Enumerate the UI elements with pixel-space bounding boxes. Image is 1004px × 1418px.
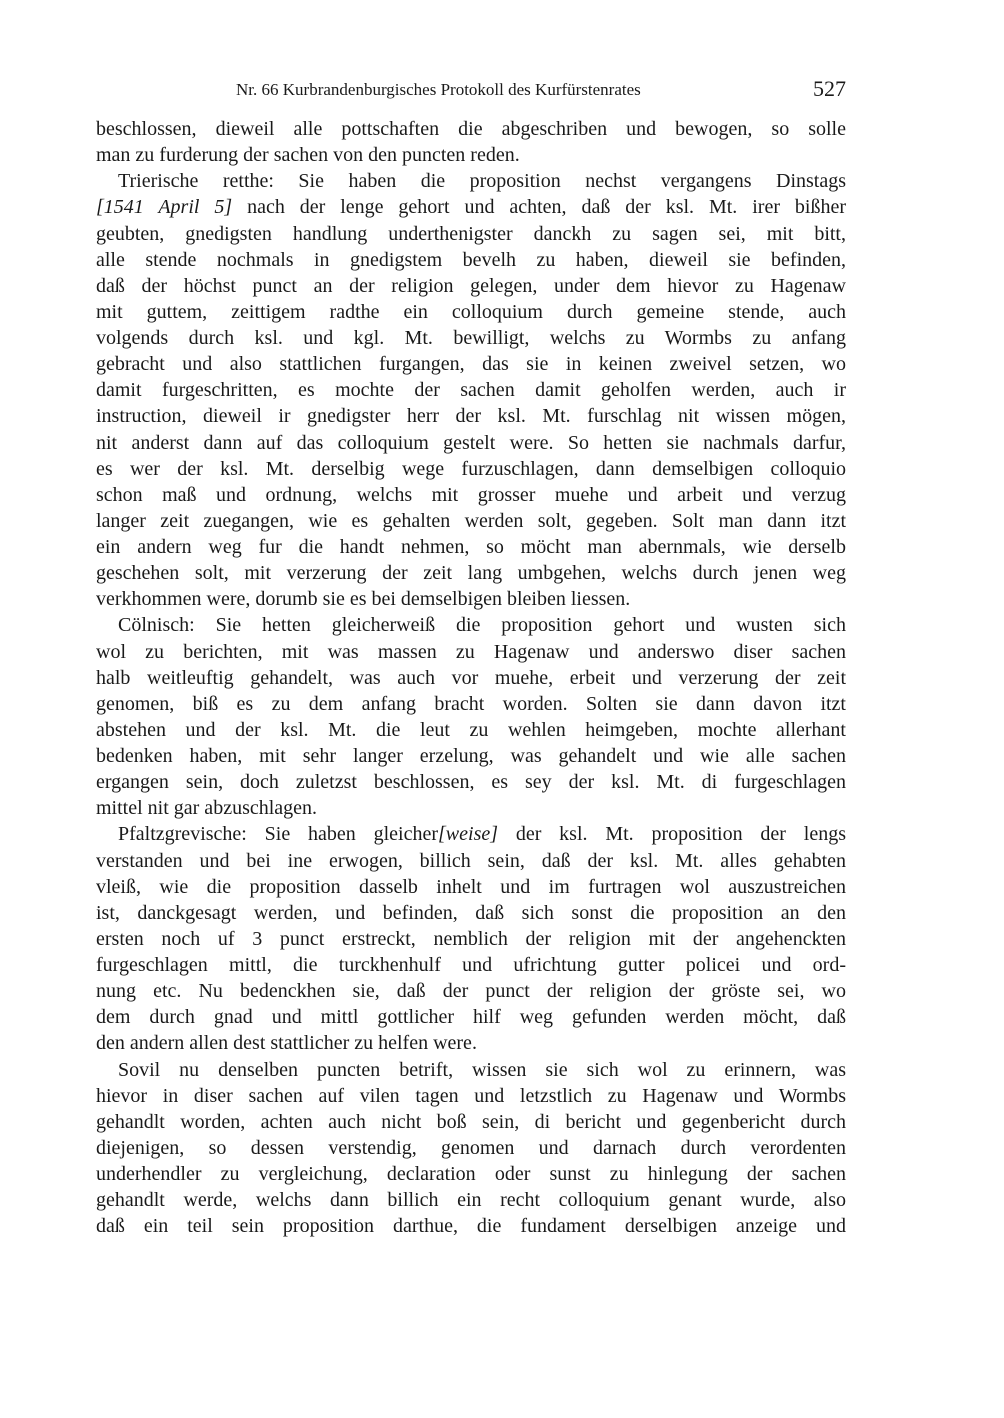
text-line <box>96 769 846 795</box>
text-line <box>96 821 846 847</box>
text-segment: vleiß, wie die proposition dasselb inhelt und im furtragen wol auszustreichen <box>96 875 846 898</box>
text-line <box>96 482 846 508</box>
text-segment: mit guttem, zeittigem radthe ein colloquium durch gemeine stende, auch <box>96 300 846 323</box>
paragraph <box>96 1057 846 1240</box>
text-segment: man zu furderung der sachen von den puncten reden. <box>96 144 520 167</box>
body-text <box>96 116 846 1239</box>
text-line <box>96 273 846 299</box>
text-line <box>96 1161 846 1187</box>
text-segment: schon maß und ordnung, welchs mit grosser muehe und arbeit und verzug <box>96 483 846 506</box>
text-segment: furgeschlagen mittl, die turckhenhulf und ufrichtung gutter policei und ord- <box>96 954 846 976</box>
text-segment: nit anderst dann auf das colloquium gestelt were. So hetten sie nachmals darfur, <box>96 431 846 454</box>
paragraph <box>96 612 846 821</box>
text-line <box>96 1004 846 1030</box>
text-segment: gehandlt werde, welchs dann billich ein recht colloquium genant wurde, also <box>96 1189 846 1212</box>
text-line <box>96 978 846 1004</box>
editorial-insertion: [weise] <box>438 823 499 846</box>
text-line <box>96 194 846 220</box>
text-segment: daß ein teil sein proposition darthue, die fundament derselbigen anzeige und <box>96 1215 846 1238</box>
text-segment: abstehen und der ksl. Mt. die leut zu wehlen heimgeben, mochte allerhant <box>96 718 846 741</box>
text-segment: bedenken haben, mit sehr langer erzelung, was gehandelt und wie alle sachen <box>96 745 846 767</box>
text-line <box>96 874 846 900</box>
text-segment: nung etc. Nu bedenckhen sie, daß der punct der religion der gröste sei, wo <box>96 980 846 1003</box>
text-segment: Sovil nu denselben puncten betrift, wissen sie sich wol zu erinnern, was <box>118 1058 846 1081</box>
text-line <box>96 1213 846 1239</box>
text-segment: geubten, gnedigsten handlung underthenigster danckh zu sagen sei, mit bitt, <box>96 222 846 245</box>
text-line <box>96 560 846 586</box>
text-line <box>96 403 846 429</box>
text-line <box>96 351 846 377</box>
text-segment: den andern allen dest stattlicher zu helfen were. <box>96 1032 477 1055</box>
editorial-insertion: [1541 April 5] <box>96 196 233 219</box>
text-segment: volgends durch ksl. und kgl. Mt. bewilligt, welchs zu Wormbs zu anfang <box>96 327 846 349</box>
text-segment: hievor in diser sachen auf vilen tagen und letzstlich zu Hagenaw und Wormbs <box>96 1084 846 1107</box>
text-segment: gehandlt worden, achten auch nicht boß sein, di bericht und gegenbericht durch <box>96 1110 846 1133</box>
text-segment: langer zeit zuegangen, wie es gehalten werden solt, gegeben. Solt man dann itzt <box>96 509 846 532</box>
text-segment: es wer der ksl. Mt. derselbig wege furzuschlagen, dann demselbigen colloquio <box>96 457 846 480</box>
text-line <box>96 168 846 194</box>
text-line <box>96 1083 846 1109</box>
page-number: 527 <box>813 76 846 101</box>
text-line <box>96 1057 846 1083</box>
text-segment: wol zu berichten, mit was massen zu Hagenaw und anderswo diser sachen <box>96 640 846 663</box>
text-line <box>96 612 846 638</box>
text-line <box>96 1135 846 1161</box>
text-line <box>96 848 846 874</box>
text-line <box>96 1187 846 1213</box>
text-segment: underhendler zu vergleichung, declaration oder sunst zu hinlegung der sachen <box>96 1163 846 1185</box>
text-segment: daß der höchst punct an der religion gelegen, under dem hievor zu Hagenaw <box>96 274 846 297</box>
text-segment: ersten noch uf 3 punct erstreckt, nemblich der religion mit der angehenckten <box>96 927 846 950</box>
text-segment: dem durch gnad und mittl gottlicher hilf weg gefunden werden möcht, daß <box>96 1006 846 1029</box>
paragraph <box>96 821 846 1056</box>
text-segment: mittel nit gar abzuschlagen. <box>96 797 318 820</box>
text-segment: beschlossen, dieweil alle pottschaften die abgeschriben und bewogen, so solle <box>96 118 846 140</box>
text-line <box>96 639 846 665</box>
text-segment: geschehen solt, mit verzerung der zeit lang umbgehen, welchs durch jenen weg <box>96 562 846 585</box>
text-line <box>96 1109 846 1135</box>
text-line <box>96 717 846 743</box>
text-segment: gebracht und also stattlichen furgangen, das sie in keinen zweivel setzen, wo <box>96 353 846 376</box>
text-segment: halb weitleuftig gehandelt, was auch vor muehe, erbeit und verzerung der zeit <box>96 666 846 689</box>
text-segment: ist, danckgesagt werden, und befinden, daß sich sonst die proposition an den <box>96 901 846 924</box>
text-segment: ein andern weg fur die handt nehmen, so möcht man abernmals, wie derselb <box>96 536 846 558</box>
text-segment: damit furgeschritten, es mochte der sachen damit geholfen werden, auch ir <box>96 379 846 402</box>
text-segment: genomen, biß es zu dem anfang bracht worden. Solten sie dann davon itzt <box>96 692 846 715</box>
text-segment: diejenigen, so dessen verstendig, genomen und darnach durch verordenten <box>96 1136 846 1159</box>
text-line <box>96 952 846 978</box>
text-line <box>96 926 846 952</box>
text-line <box>96 221 846 247</box>
text-segment: verstanden und bei ine erwogen, billich sein, daß der ksl. Mt. alles gehabten <box>96 849 846 872</box>
text-segment: Cölnisch: Sie hetten gleicherweiß die proposition gehort und wusten sich <box>118 614 846 637</box>
text-line <box>96 691 846 717</box>
text-line <box>96 508 846 534</box>
text-line <box>96 665 846 691</box>
text-line <box>96 1030 846 1056</box>
text-line <box>96 795 846 821</box>
text-segment: nach der lenge gehort und achten, daß der ksl. Mt. irer bißher <box>232 196 846 219</box>
text-line <box>96 534 846 560</box>
text-line <box>96 299 846 325</box>
text-segment: der ksl. Mt. proposition der lengs <box>498 823 846 846</box>
text-line <box>96 430 846 456</box>
text-line <box>96 586 846 612</box>
paragraph <box>96 168 846 612</box>
text-segment: verkhommen were, dorumb sie es bei demselbigen bleiben liessen. <box>96 588 631 611</box>
text-line <box>96 456 846 482</box>
text-segment: ergangen sein, doch zuletzst beschlossen, es sey der ksl. Mt. di furgeschlagen <box>96 771 846 794</box>
text-segment: alle stende nochmals in gnedigstem bevelh zu haben, dieweil sie befinden, <box>96 248 846 271</box>
text-line <box>96 900 846 926</box>
text-line <box>96 116 846 142</box>
text-segment: instruction, dieweil ir gnedigster herr der ksl. Mt. furschlag nit wissen mögen, <box>96 405 846 428</box>
text-line <box>96 377 846 403</box>
text-segment: Trierische retthe: Sie haben die proposition nechst vergangens Dinstags <box>118 170 846 193</box>
paragraph <box>96 116 846 168</box>
text-segment: Pfaltzgrevische: Sie haben gleicher <box>118 823 439 846</box>
running-title: Nr. 66 Kurbrandenburgisches Protokoll des Kurfürstenrates <box>236 80 641 99</box>
text-line <box>96 325 846 351</box>
text-line <box>96 247 846 273</box>
text-line <box>96 743 846 769</box>
text-line <box>96 142 846 168</box>
